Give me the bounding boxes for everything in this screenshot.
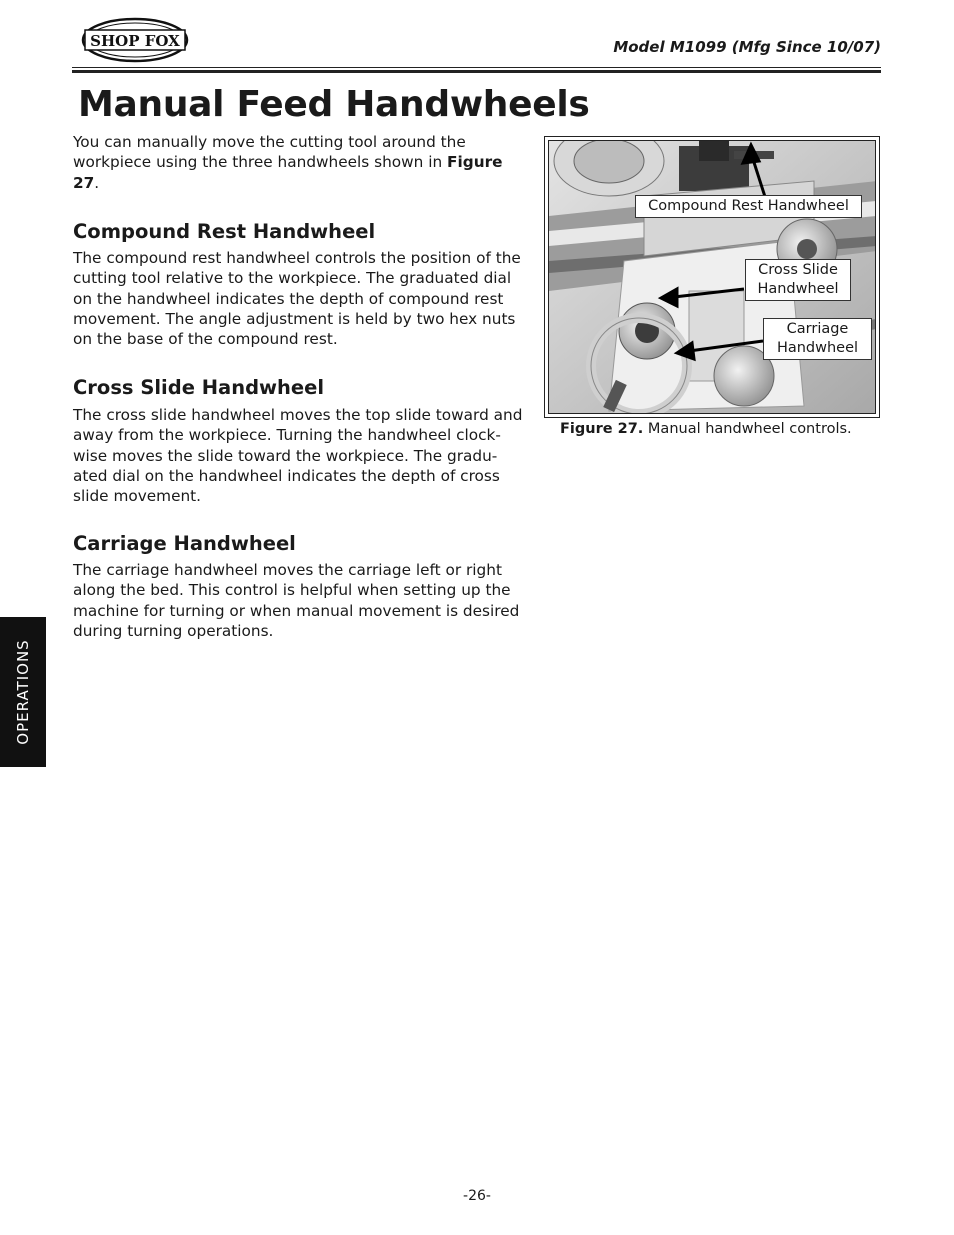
intro-paragraph — [73, 132, 525, 193]
section-body-carriage — [73, 560, 525, 641]
section-heading-compound: Compound Rest Handwheel — [73, 220, 376, 243]
callout-compound-rest-handwheel — [635, 195, 862, 218]
model-number: Model M1099 (Mfg Since 10/07) — [613, 38, 881, 56]
figure-caption — [560, 421, 852, 437]
compound-body-text: The compound rest handwheel controls the position of the cutting tool relative to the workpiece. The graduated dial on the handwheel indicates the depth of compound rest movement. The angle adjustment is held by two hex nuts on the base of the compound rest. — [73, 249, 521, 349]
cross-slide-body-text: The cross slide handwheel moves the top slide toward and away from the workpiece. Turning the handwheel clock-wise moves the slide toward the workpiece. The gradu-ated dial on the handwheel indicates the depth of cross slide movement. — [73, 406, 523, 506]
header-rule-thin — [72, 67, 881, 68]
callout-carriage-line1: Carriage — [786, 321, 849, 337]
section-body-cross-slide — [73, 405, 525, 506]
caption-label: Figure 27. — [560, 421, 644, 437]
callout-cross-slide-line1: Cross Slide — [758, 262, 838, 278]
logo-wordmark: SHOP FOX — [90, 32, 180, 50]
intro-text: You can manually move the cutting tool around the workpiece using the three handwheels shown in — [73, 133, 466, 172]
caption-text: Manual handwheel controls. — [643, 421, 852, 437]
section-heading-cross-slide: Cross Slide Handwheel — [73, 376, 325, 399]
page-number: -26- — [463, 1188, 491, 1204]
section-side-tab — [0, 617, 46, 767]
intro-period: . — [94, 173, 100, 192]
callout-cross-slide-handwheel — [745, 259, 851, 301]
carriage-body-text: The carriage handwheel moves the carriage left or right along the bed. This control is helpful when setting up the machine for turning or when manual movement is desired during turning operations. — [73, 561, 520, 640]
section-body-compound — [73, 248, 525, 349]
shop-fox-logo — [80, 16, 190, 64]
side-tab-label: OPERATIONS — [14, 639, 32, 745]
callout-carriage-line2: Handwheel — [776, 340, 859, 356]
figure-27 — [544, 136, 880, 418]
callout-carriage-handwheel — [763, 318, 872, 360]
callout-cross-slide-line2: Handwheel — [757, 281, 839, 297]
callout-compound-label: Compound Rest Handwheel — [648, 198, 849, 214]
section-heading-carriage: Carriage Handwheel — [73, 532, 296, 555]
figure-reference: Figure 27 — [73, 153, 503, 192]
page-title: Manual Feed Handwheels — [78, 84, 590, 125]
header-rule-thick — [72, 70, 881, 73]
